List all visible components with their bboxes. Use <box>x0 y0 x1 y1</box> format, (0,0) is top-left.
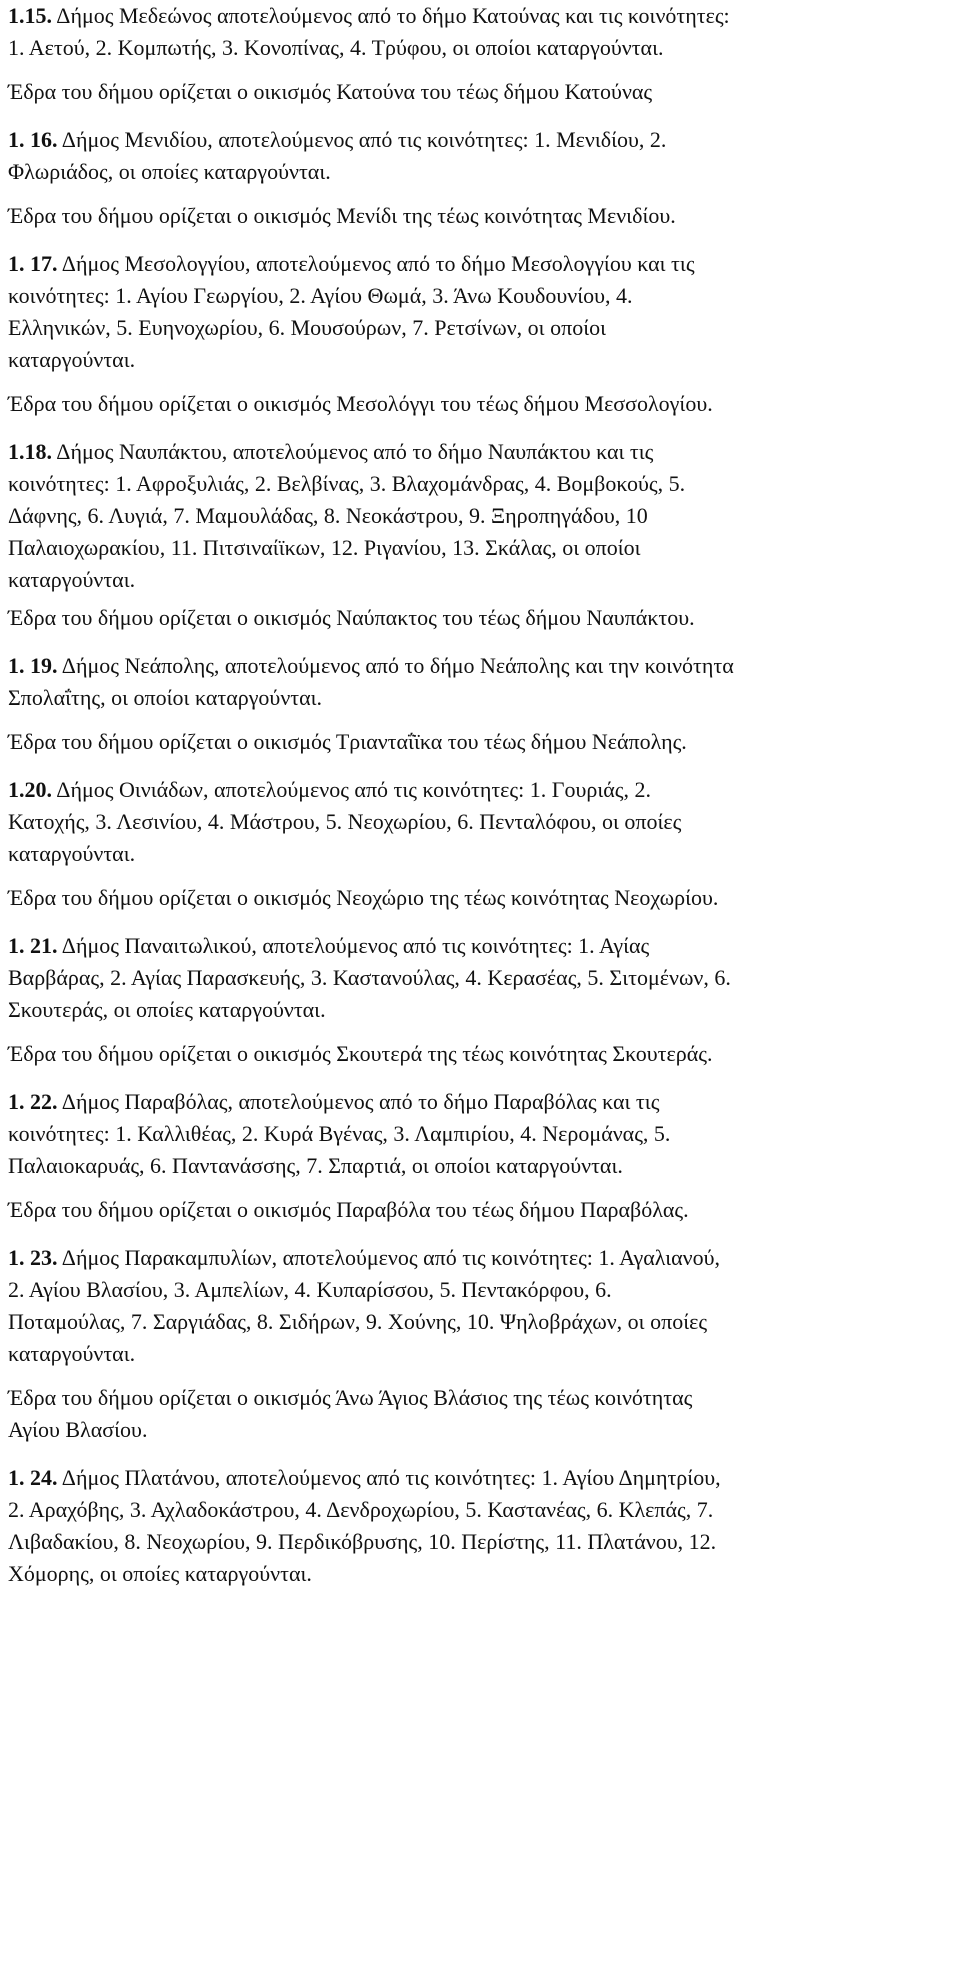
seat-text: Αγίου Βλασίου. <box>8 1417 148 1442</box>
seat-text: Έδρα του δήμου ορίζεται ο οικισμός Παραβόλα του τέως δήμου Παραβόλας. <box>8 1197 689 1222</box>
section-heading-line <box>8 774 952 806</box>
section-number: 1. 22. <box>8 1089 58 1114</box>
section-text: Κατοχής, 3. Λεσινίου, 4. Μάστρου, 5. Νεοχωρίου, 6. Πενταλόφου, οι οποίες <box>8 809 682 834</box>
section-number: 1.15. <box>8 3 52 28</box>
section-1-23 <box>8 1242 952 1370</box>
section-heading-line <box>8 436 952 468</box>
section-number: 1. 24. <box>8 1465 58 1490</box>
section-number: 1. 17. <box>8 251 58 276</box>
section-text: Ποταμούλας, 7. Σαργιάδας, 8. Σιδήρων, 9. Χούνης, 10. Ψηλοβράχων, οι οποίες <box>8 1309 708 1334</box>
section-text: 1. Αετού, 2. Κομπωτής, 3. Κονοπίνας, 4. Τρύφου, οι οποίοι καταργούνται. <box>8 35 664 60</box>
section-text: καταργούνται. <box>8 841 136 866</box>
section-1-22 <box>8 1086 952 1182</box>
section-number: 1. 16. <box>8 127 58 152</box>
section-number: 1.20. <box>8 777 52 802</box>
section-text: κοινότητες: 1. Καλλιθέας, 2. Κυρά Βγένας, 3. Λαμπιρίου, 4. Νερομάνας, 5. <box>8 1121 671 1146</box>
seat-1-22 <box>8 1194 952 1226</box>
seat-1-23 <box>8 1382 952 1446</box>
section-heading-line <box>8 248 952 280</box>
section-heading-line <box>8 0 952 32</box>
seat-1-18 <box>8 602 952 634</box>
section-text: Παλαιοχωρακίου, 11. Πιτσιναίϊκων, 12. Ριγανίου, 13. Σκάλας, οι οποίοι <box>8 535 641 560</box>
section-text: Βαρβάρας, 2. Αγίας Παρασκευής, 3. Καστανούλας, 4. Κερασέας, 5. Σιτομένων, 6. <box>8 965 731 990</box>
section-text: Σκουτεράς, οι οποίες καταργούνται. <box>8 997 326 1022</box>
section-text: Δήμος Νεάπολης, αποτελούμενος από το δήμο Νεάπολης και την κοινότητα <box>61 653 734 678</box>
seat-text: Έδρα του δήμου ορίζεται ο οικισμός Άνω Άγιος Βλάσιος της τέως κοινότητας <box>8 1385 693 1410</box>
section-heading-line <box>8 124 952 156</box>
section-1-18 <box>8 436 952 596</box>
section-text: Σπολαΐτης, οι οποίοι καταργούνται. <box>8 685 323 710</box>
section-text: Δάφνης, 6. Λυγιά, 7. Μαμουλάδας, 8. Νεοκάστρου, 9. Ξηροπηγάδου, 10 <box>8 503 648 528</box>
section-number: 1.18. <box>8 439 52 464</box>
section-text: Δήμος Μεδεώνος αποτελούμενος από το δήμο Κατούνας και τις κοινότητες: <box>56 3 730 28</box>
section-1-15 <box>8 0 952 64</box>
section-text: Δήμος Οινιάδων, αποτελούμενος από τις κοινότητες: 1. Γουριάς, 2. <box>56 777 651 802</box>
section-text: Παλαιοκαρυάς, 6. Παντανάσσης, 7. Σπαρτιά, οι οποίοι καταργούνται. <box>8 1153 623 1178</box>
section-text: Δήμος Παναιτωλικού, αποτελούμενος από τις κοινότητες: 1. Αγίας <box>61 933 650 958</box>
seat-text: Έδρα του δήμου ορίζεται ο οικισμός Σκουτερά της τέως κοινότητας Σκουτεράς. <box>8 1041 713 1066</box>
section-1-19 <box>8 650 952 714</box>
section-text: καταργούνται. <box>8 567 136 592</box>
section-text: 2. Αραχόβης, 3. Αχλαδοκάστρου, 4. Δενδροχωρίου, 5. Καστανέας, 6. Κλεπάς, 7. <box>8 1497 714 1522</box>
section-1-21 <box>8 930 952 1026</box>
section-text: κοινότητες: 1. Αφροξυλιάς, 2. Βελβίνας, 3. Βλαχομάνδρας, 4. Βομβοκούς, 5. <box>8 471 686 496</box>
section-text: Χόμορης, οι οποίες καταργούνται. <box>8 1561 312 1586</box>
section-number: 1. 23. <box>8 1245 58 1270</box>
seat-text: Έδρα του δήμου ορίζεται ο οικισμός Κατούνα του τέως δήμου Κατούνας <box>8 79 653 104</box>
seat-1-15 <box>8 76 952 108</box>
section-text: Φλωριάδος, οι οποίες καταργούνται. <box>8 159 331 184</box>
seat-1-21 <box>8 1038 952 1070</box>
section-text: Ελληνικών, 5. Ευηνοχωρίου, 6. Μουσούρων, 7. Ρετσίνων, οι οποίοι <box>8 315 607 340</box>
section-heading-line <box>8 1242 952 1274</box>
section-text: Δήμος Πλατάνου, αποτελούμενος από τις κοινότητες: 1. Αγίου Δημητρίου, <box>61 1465 721 1490</box>
section-text: Δήμος Παραβόλας, αποτελούμενος από το δήμο Παραβόλας και τις <box>61 1089 660 1114</box>
seat-text: Έδρα του δήμου ορίζεται ο οικισμός Ναύπακτος του τέως δήμου Ναυπάκτου. <box>8 605 695 630</box>
section-number: 1. 19. <box>8 653 58 678</box>
section-text: Δήμος Μεσολογγίου, αποτελούμενος από το δήμο Μεσολογγίου και τις <box>61 251 695 276</box>
section-text: Δήμος Ναυπάκτου, αποτελούμενος από το δήμο Ναυπάκτου και τις <box>56 439 654 464</box>
section-text: Δήμος Μενιδίου, αποτελούμενος από τις κοινότητες: 1. Μενιδίου, 2. <box>61 127 667 152</box>
section-text: Δήμος Παρακαμπυλίων, αποτελούμενος από τις κοινότητες: 1. Αγαλιανού, <box>61 1245 720 1270</box>
section-1-16 <box>8 124 952 188</box>
section-number: 1. 21. <box>8 933 58 958</box>
section-text: καταργούνται. <box>8 1341 136 1366</box>
section-text: Λιβαδακίου, 8. Νεοχωρίου, 9. Περδικόβρυσης, 10. Περίστης, 11. Πλατάνου, 12. <box>8 1529 717 1554</box>
section-heading-line <box>8 650 952 682</box>
seat-1-19 <box>8 726 952 758</box>
seat-text: Έδρα του δήμου ορίζεται ο οικισμός Μεσολόγγι του τέως δήμου Μεσσολογίου. <box>8 391 713 416</box>
section-heading-line <box>8 1086 952 1118</box>
section-1-20 <box>8 774 952 870</box>
section-1-17 <box>8 248 952 376</box>
section-text: κοινότητες: 1. Αγίου Γεωργίου, 2. Αγίου Θωμά, 3. Άνω Κουδουνίου, 4. <box>8 283 633 308</box>
section-heading-line <box>8 930 952 962</box>
seat-text: Έδρα του δήμου ορίζεται ο οικισμός Μενίδι της τέως κοινότητας Μενιδίου. <box>8 203 676 228</box>
seat-1-16 <box>8 200 952 232</box>
seat-1-20 <box>8 882 952 914</box>
section-heading-line <box>8 1462 952 1494</box>
seat-1-17 <box>8 388 952 420</box>
seat-text: Έδρα του δήμου ορίζεται ο οικισμός Τριανταΐϊκα του τέως δήμου Νεάπολης. <box>8 729 687 754</box>
section-1-24 <box>8 1462 952 1590</box>
section-text: 2. Αγίου Βλασίου, 3. Αμπελίων, 4. Κυπαρίσσου, 5. Πεντακόρφου, 6. <box>8 1277 612 1302</box>
section-text: καταργούνται. <box>8 347 136 372</box>
seat-text: Έδρα του δήμου ορίζεται ο οικισμός Νεοχώριο της τέως κοινότητας Νεοχωρίου. <box>8 885 719 910</box>
